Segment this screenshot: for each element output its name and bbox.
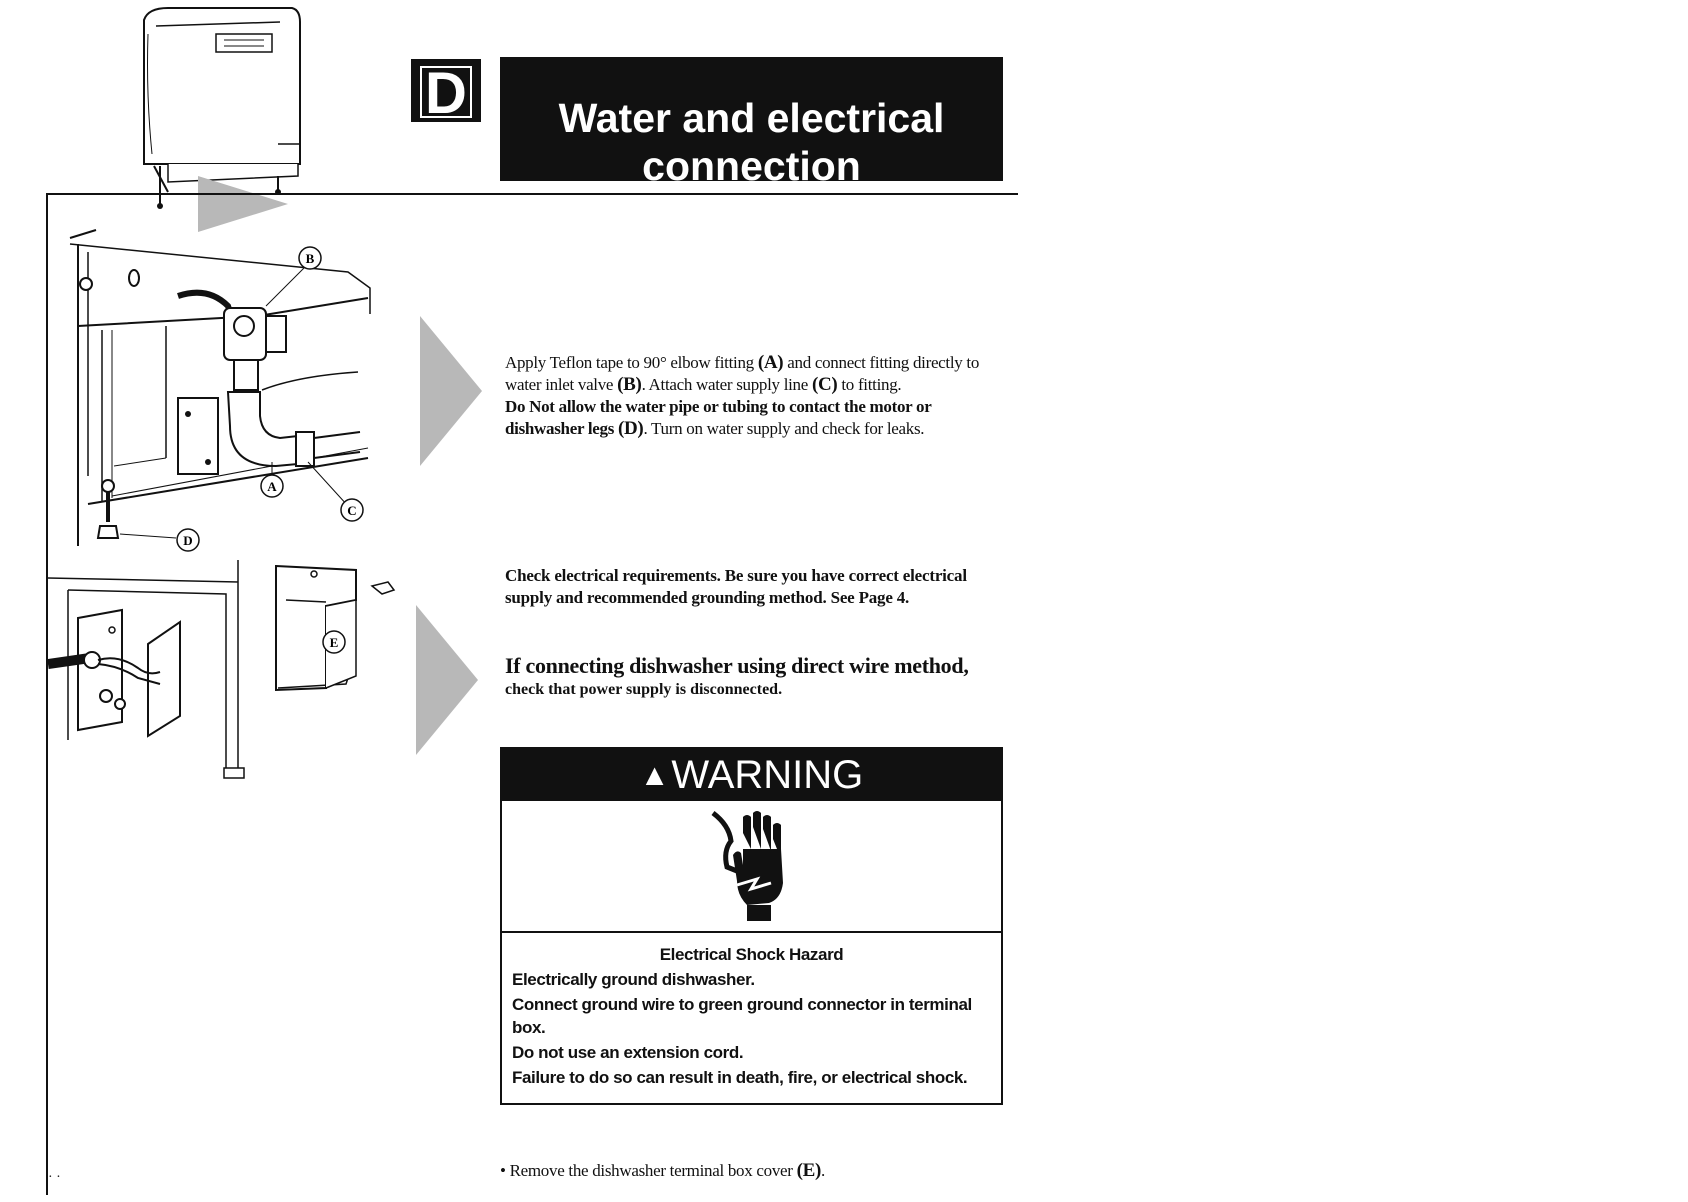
step1-text2: and connect fitting directly to water inlet valve xyxy=(505,353,980,394)
warning-line: Failure to do so can result in death, fire, or electrical shock. xyxy=(512,1068,968,1087)
section-letter: D xyxy=(420,66,472,118)
page-title-line1: Water and electrical xyxy=(558,95,945,141)
warning-line: Do not use an extension cord. xyxy=(512,1043,744,1062)
header-rule xyxy=(48,193,1018,195)
label-c: C xyxy=(347,503,357,518)
page-title xyxy=(500,57,1003,189)
step1-label-c: (C) xyxy=(811,374,838,395)
warning-box xyxy=(500,747,1003,1105)
water-connection-illustration xyxy=(48,226,378,564)
step3-subtext: check that power supply is disconnected. xyxy=(505,681,783,698)
warning-line: Connect ground wire to green ground connector in terminal box. xyxy=(512,995,972,1037)
terminal-box-illustration xyxy=(48,560,418,786)
section-letter-badge xyxy=(411,59,481,126)
margin-dots: · · xyxy=(48,1170,61,1185)
step1-label-b: (B) xyxy=(617,374,642,395)
bullet-label-e: (E) xyxy=(796,1160,822,1181)
remove-cover-instruction xyxy=(500,1160,1020,1182)
gray-arrow-top xyxy=(198,176,288,232)
step1-label-d: (D) xyxy=(617,418,644,439)
bullet-text: • Remove the dishwasher terminal box cover xyxy=(500,1161,797,1180)
step1-text5: . Turn on water supply and check for leaks. xyxy=(643,419,925,438)
warning-triangle-icon: ▲ xyxy=(639,759,670,792)
step3-direct-wire xyxy=(505,652,1025,700)
label-b: B xyxy=(305,251,315,266)
bullet-end: . xyxy=(821,1161,825,1180)
warning-hazard-title: Electrical Shock Hazard xyxy=(659,945,844,964)
step1-text1: Apply Teflon tape to 90° elbow fitting xyxy=(505,353,758,372)
warning-title: WARNING xyxy=(671,753,864,797)
warning-icon-area xyxy=(502,801,1001,933)
step1-text4: to fitting. xyxy=(837,375,902,394)
step1-instructions xyxy=(505,352,1005,440)
label-d: D xyxy=(183,533,193,548)
electric-shock-hand-icon xyxy=(707,811,797,923)
page-title-line2: connection xyxy=(642,143,861,189)
step1-text3: . Attach water supply line xyxy=(641,375,812,394)
label-a: A xyxy=(267,479,277,494)
warning-header xyxy=(502,749,1001,801)
gray-arrow-step1 xyxy=(420,316,482,466)
label-e: E xyxy=(329,635,339,650)
step1-label-a: (A) xyxy=(757,352,784,373)
step2-electrical-requirements: Check electrical requirements. Be sure you have correct electrical supply and recommended grounding method. See Page 4. xyxy=(505,566,967,607)
step3-heading: If connecting dishwasher using direct wire method, xyxy=(505,653,969,678)
gray-arrow-step2 xyxy=(416,605,478,755)
step1-bold-warning: Do Not allow the water pipe or tubing to contact the motor or dishwasher legs xyxy=(505,397,932,438)
warning-line: Electrically ground dishwasher. xyxy=(512,970,755,989)
warning-body xyxy=(502,933,1001,1089)
